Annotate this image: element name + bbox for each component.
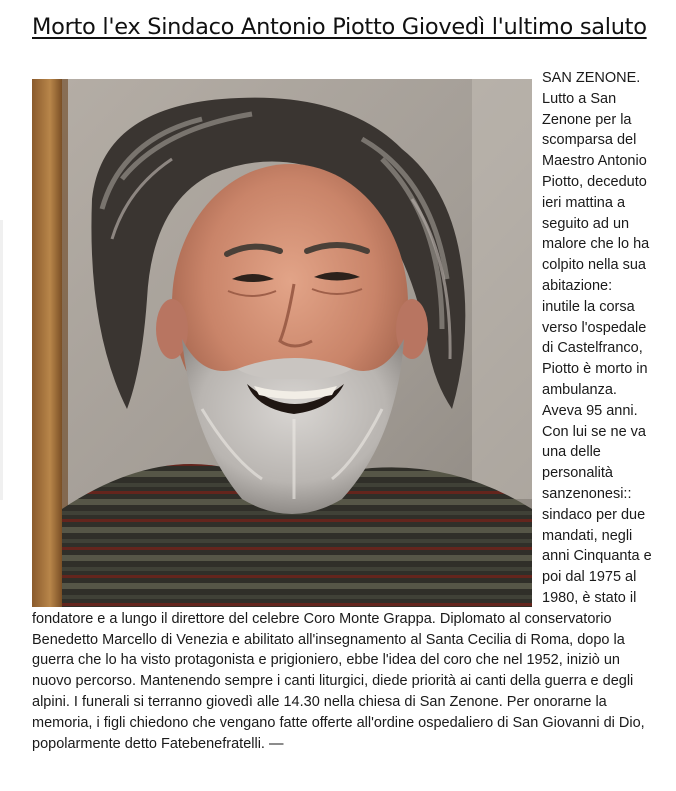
article-headline: Morto l'ex Sindaco Antonio Piotto Giovedì l'ultimo saluto [32, 14, 647, 40]
article-container [32, 68, 652, 754]
article-body: SAN ZENONE. Lutto a San Zenone per la scomparsa del Maestro Antonio Piotto, deceduto ieri mattina a seguito ad un malore che lo ha colpito nella sua abitazione: inutile la corsa verso l'ospedale di Castelfranco, Piotto è morto in ambulanza. Aveva 95 anni. Con lui se ne va una delle personalità sanzenonesi:: sindaco per due mandati, negli anni Cinquanta e poi dal 1975 al 1980, è stato il fondatore e a lungo il direttore del celebre Coro Monte Grappa. Diplomato al conservatorio Benedetto Marcello di Venezia e abilitato all'insegnamento al Santa Cecilia di Roma, dopo la guerra che lo ha visto protagonista e prigioniero, ebbe l'idea del coro che nel 1952, iniziò un nuovo percorso. Mantenendo sempre i canti liturgici, diede priorità ai canti della guerra e degli alpini. I funerali si terranno giovedì alle 14.30 nella chiesa di San Zenone. Per onorarne la memoria, i figli chiedono che vengano fatte offerte all'ordine ospedaliero di San Giovanni di Dio, popolarmente detto Fatebenefratelli. — [32, 70, 652, 752]
portrait-photo [32, 79, 532, 607]
page-edge-shadow [0, 220, 3, 500]
